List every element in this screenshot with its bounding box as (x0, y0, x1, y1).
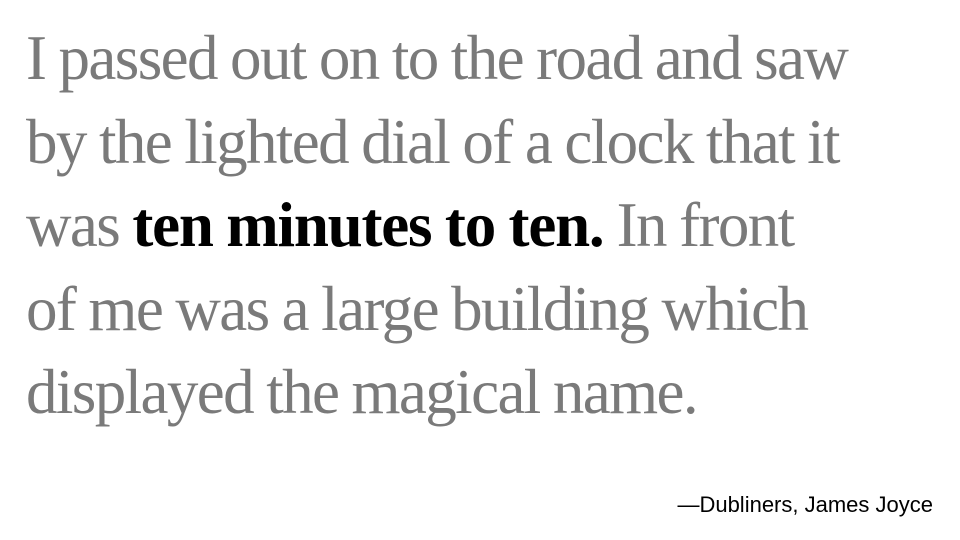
quote-attribution: —Dubliners, James Joyce (677, 492, 933, 517)
quote-highlight: ten minutes to ten. (132, 190, 604, 260)
quote-line-3 (26, 184, 946, 268)
quote-line-2: by the lighted dial of a clock that it (26, 106, 839, 177)
quote-line-3-lead: was (26, 190, 133, 260)
quote-text (26, 17, 946, 435)
quote-line-5: displayed the magical name. (26, 357, 698, 427)
quote-line-1: I passed out on to the road and saw (26, 23, 848, 93)
quote-line-3-tail: In front (603, 190, 794, 260)
quote-line-4: of me was a large building which (26, 273, 808, 344)
